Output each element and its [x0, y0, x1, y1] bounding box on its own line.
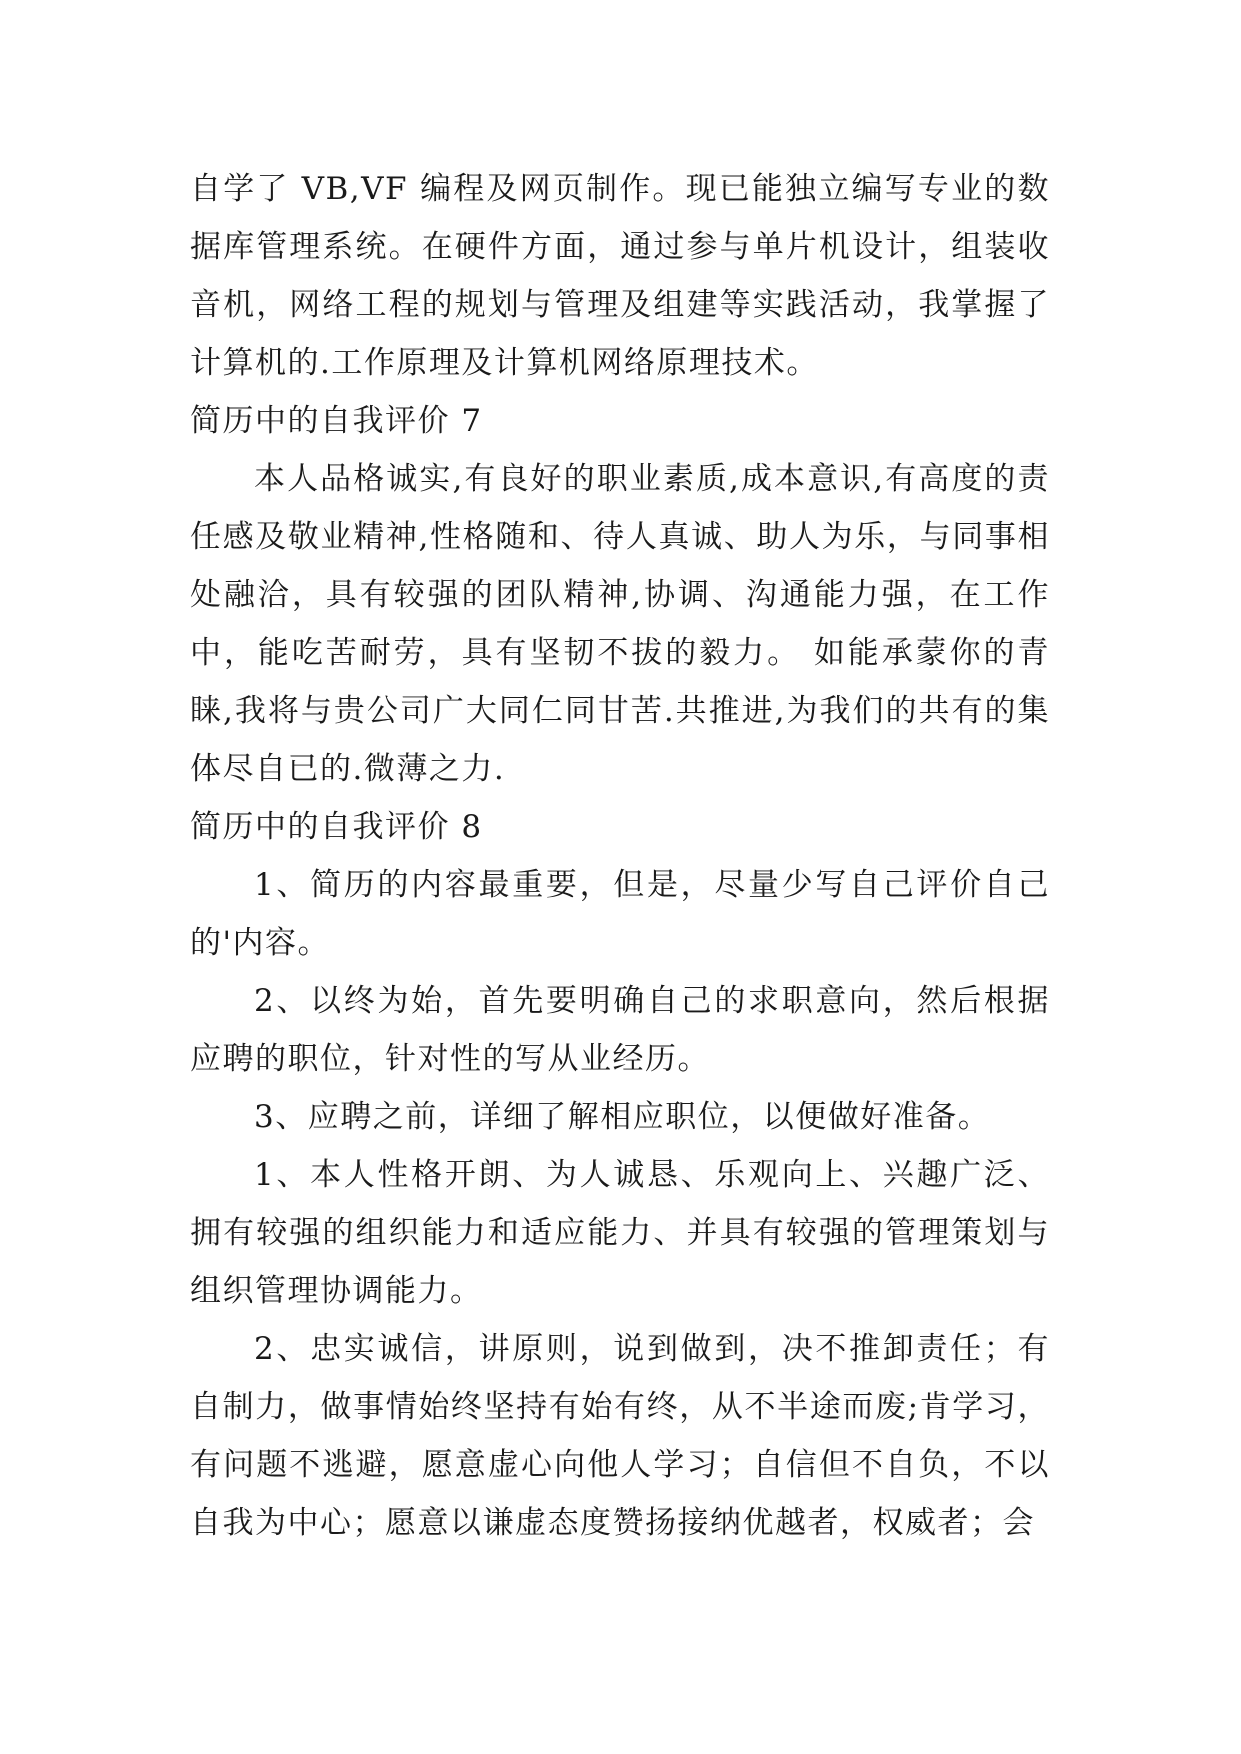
paragraph-tip-3: 3、应聘之前，详细了解相应职位，以便做好准备。	[254, 1099, 991, 1135]
paragraph-tip-1: 1、简历的内容最重要，但是，尽量少写自己评价自己的'内容。	[190, 867, 1050, 961]
paragraph-point-2: 2、忠实诚信，讲原则，说到做到，决不推卸责任；有自制力，做事情始终坚持有始有终，从不半途而废;肯学习，有问题不逃避，愿意虚心向他人学习；自信但不自负，不以自我为中心；愿意以谦虚态度赞扬接纳优越者，权威者；会	[190, 1331, 1050, 1541]
paragraph-intro: 自学了 VB,VF 编程及网页制作。现已能独立编写专业的数据库管理系统。在硬件方面，通过参与单片机设计，组装收音机，网络工程的规划与管理及组建等实践活动，我掌握了计算机的.工作原理及计算机网络原理技术。	[190, 171, 1050, 381]
section-heading-7: 简历中的自我评价 7	[190, 403, 483, 439]
document-body	[190, 160, 1050, 1552]
section-heading-8: 简历中的自我评价 8	[190, 809, 483, 845]
paragraph-point-1: 1、本人性格开朗、为人诚恳、乐观向上、兴趣广泛、拥有较强的组织能力和适应能力、并具有较强的管理策划与组织管理协调能力。	[190, 1157, 1050, 1309]
paragraph-self-evaluation-7: 本人品格诚实,有良好的职业素质,成本意识,有高度的责任感及敬业精神,性格随和、待人真诚、助人为乐，与同事相处融洽，具有较强的团队精神,协调、沟通能力强，在工作中，能吃苦耐劳，具有坚韧不拔的毅力。 如能承蒙你的青睐,我将与贵公司广大同仁同甘苦.共推进,为我们的共有的集体尽自已的.微薄之力.	[190, 461, 1050, 787]
paragraph-tip-2: 2、以终为始，首先要明确自己的求职意向，然后根据应聘的职位，针对性的写从业经历。	[190, 983, 1050, 1077]
